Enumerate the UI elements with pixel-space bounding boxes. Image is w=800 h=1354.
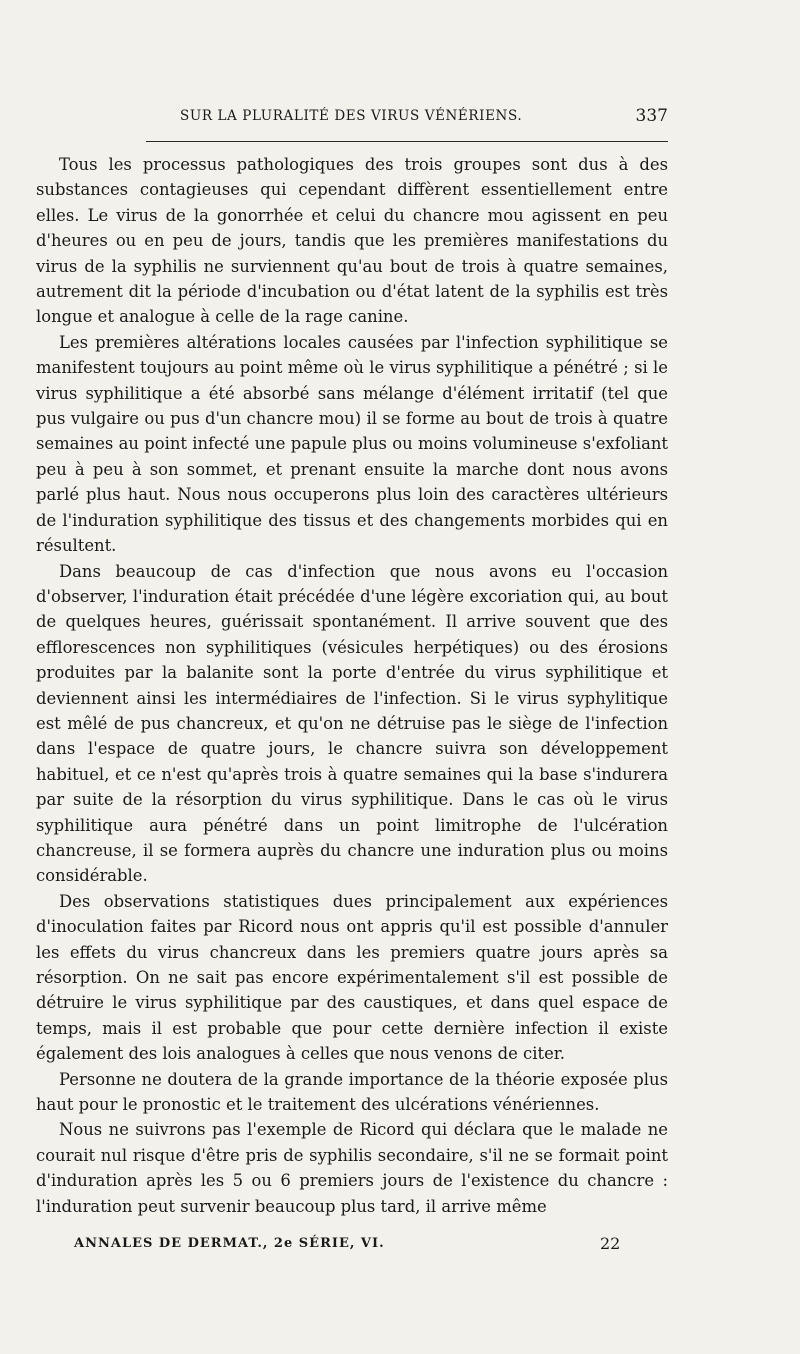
page-number: 337 — [635, 106, 668, 126]
paragraph: Nous ne suivrons pas l'exemple de Ricord qui déclara que le malade ne courait nul risque d'être pris de syphilis secondaire, s'il ne se formait point d'induration après les 5 ou 6 premiers jours de l'existence du chancre : l'induration peut survenir beaucoup plus tard, il arrive même — [36, 1120, 668, 1216]
header-rule — [146, 141, 668, 142]
paragraph: Personne ne doutera de la grande importance de la théorie exposée plus haut pour le pronostic et le traitement des ulcérations vénériennes. — [36, 1069, 668, 1115]
paragraph: Tous les processus pathologiques des trois groupes sont dus à des substances contagieuses qui cependant diffèrent essentiellement entre elles. Le virus de la gonorrhée et celui du chancre mou agissent en peu d'heures ou en peu de jours, tandis que les premières manifestations du virus de la syphilis ne surviennent qu'au bout de trois à quatre semaines, autrement dit la période d'incubation ou d'état latent de la syphilis est très longue et analogue à celle de la rage canine. — [36, 155, 668, 327]
signature-line: ANNALES DE DERMAT., 2e SÉRIE, VI. — [74, 1236, 385, 1251]
body-text — [36, 152, 668, 1219]
paragraph: Dans beaucoup de cas d'infection que nous avons eu l'occasion d'observer, l'induration était précédée d'une légère excoriation qui, au bout de quelques heures, guérissait spontanément. Il arrive souvent que des efflorescences non syphilitiques (vésicules herpétiques) ou des érosions produites par la balanite sont la porte d'entrée du virus syphilitique et deviennent ainsi les intermédiaires de l'infection. Si le virus syphylitique est mêlé de pus chancreux, et qu'on ne détruise pas le siège de l'infection dans l'espace de quatre jours, le chancre suivra son développement habituel, et ce n'est qu'après trois à quatre semaines qui la base s'indurera par suite de la résorption du virus syphilitique. Dans le cas où le virus syphilitique aura pénétré dans un point limitrophe de l'ulcération chancreuse, il se formera auprès du chancre une induration plus ou moins considérable. — [36, 561, 668, 886]
paragraph: Des observations statistiques dues principalement aux expériences d'inoculation faites par Ricord nous ont appris qu'il est possible d'annuler les effets du virus chancreux dans les premiers quatre jours après sa résorption. On ne sait pas encore expérimentalement s'il est possible de détruire le virus syphilitique par des caustiques, et dans quel espace de temps, mais il est probable que pour cette dernière infection il existe également des lois analogues à celles que nous venons de citer. — [36, 891, 668, 1064]
running-head — [0, 108, 800, 132]
signature-number: 22 — [600, 1234, 621, 1253]
page-footer — [0, 1236, 800, 1260]
running-title: SUR LA PLURALITÉ DES VIRUS VÉNÉRIENS. — [180, 108, 523, 124]
paragraph: Les premières altérations locales causées par l'infection syphilitique se manifestent toujours au point même où le virus syphilitique a pénétré ; si le virus syphilitique a été absorbé sans mélange d'élément irritatif (tel que pus vulgaire ou pus d'un chancre mou) il se forme au bout de trois à quatre semaines au point infecté une papule plus ou moins volumineuse s'exfoliant peu à peu à son sommet, et prenant ensuite la marche dont nous avons parlé plus haut. Nous nous occuperons plus loin des caractères ultérieurs de l'induration syphilitique des tissus et des changements morbides qui en résultent. — [36, 332, 668, 556]
